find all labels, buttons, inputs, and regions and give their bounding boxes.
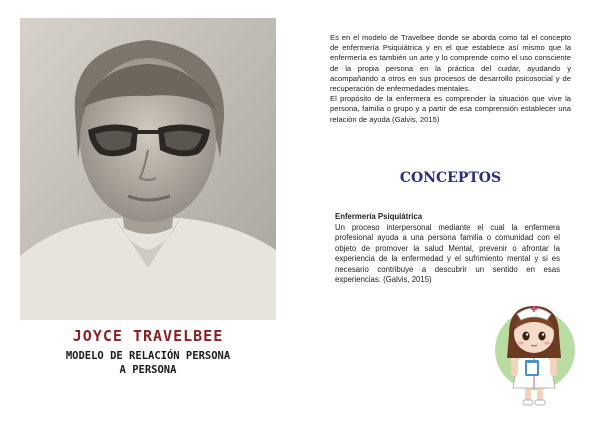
concept-block — [335, 212, 560, 286]
subtitle-line-2: A PERSONA — [119, 364, 177, 376]
intro-text — [330, 33, 571, 125]
model-subtitle — [30, 349, 266, 377]
concepts-heading: CONCEPTOS — [399, 170, 502, 186]
intro-paragraph-2: El propósito de la enfermera es comprender la situación que vive la persona, familia o grupo y a partir de esa comprensión establecer una relación de ayuda (Galvis, 2015) — [330, 94, 571, 124]
person-name: JOYCE TRAVELBEE — [72, 327, 224, 345]
concept-term: Enfermería Psiquiátrica — [335, 212, 423, 221]
portrait-photo — [20, 18, 276, 320]
intro-paragraph-1: Es en el modelo de Travelbee donde se aborda como tal el concepto de enfermería Psiquiátrica y en el que establece así mismo que la enfermería es también un arte y lo comprende como el uso consciente de la propia persona en la práctica del cuidar, ayudando y acompañando a otros en sus procesos de desarrollo psicosocial y de recuperación de enfermedades mentales. — [330, 33, 571, 94]
concept-definition: Un proceso interpersonal mediante el cual la enfermera profesional ayuda a una persona familia o comunidad con el objeto de promover la salud Mental, prevenir o afrontar la experiencia de la enfermedad y el sufrimiento mental y si es necesario contribuye a descubrir un sentido en esas experiencias. (Galvis, 2015) — [335, 222, 560, 284]
nurse-illustration — [485, 298, 581, 408]
subtitle-line-1: MODELO DE RELACIÓN PERSONA — [65, 350, 231, 362]
